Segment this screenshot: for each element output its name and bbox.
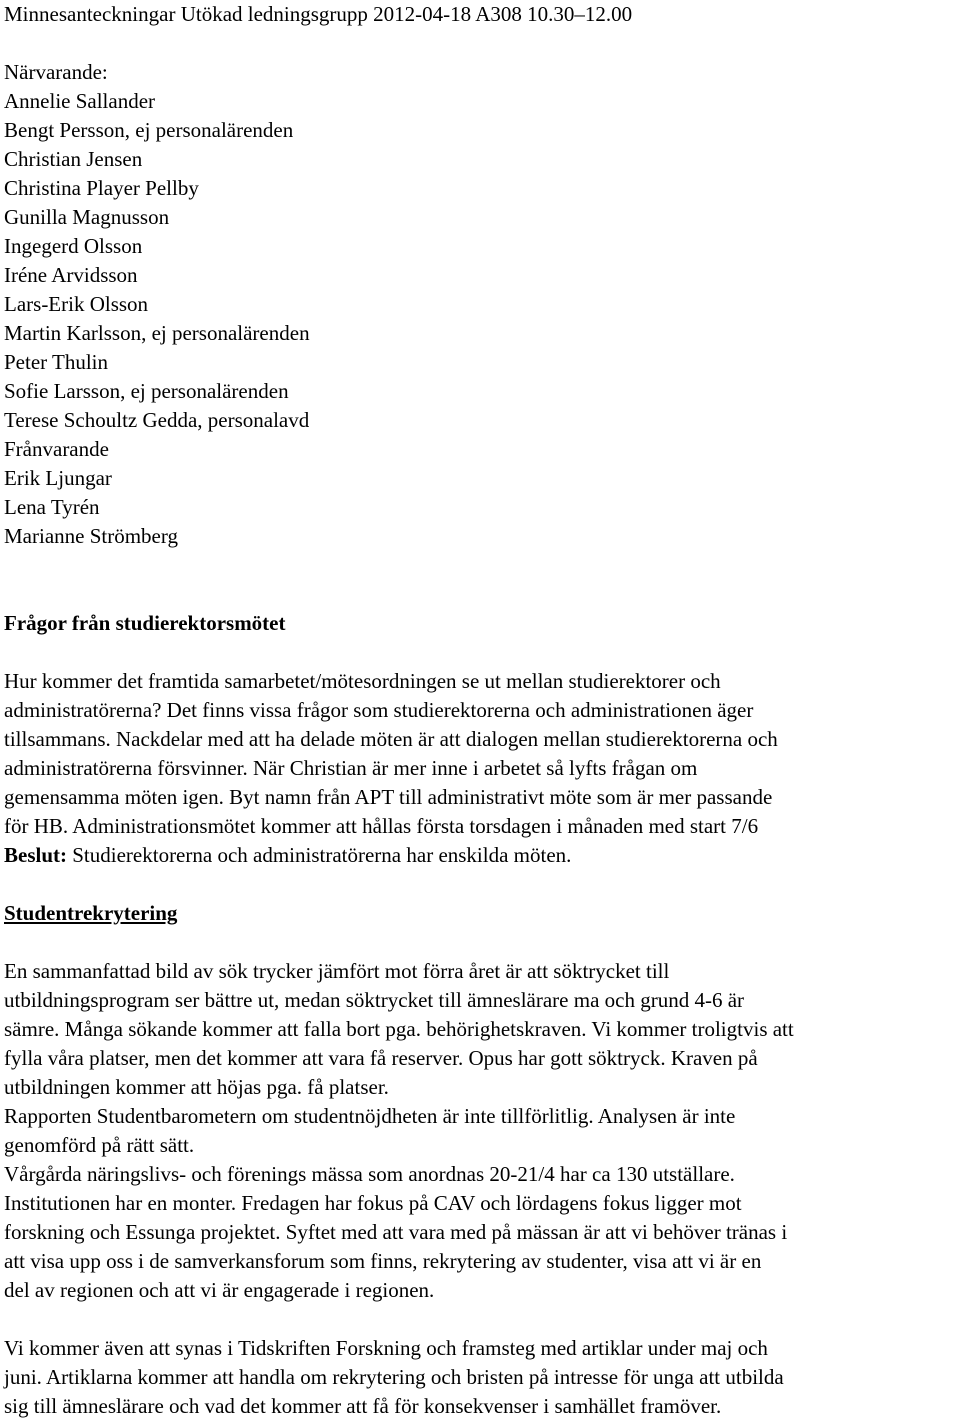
spacer xyxy=(4,638,956,667)
paragraph-line: tillsammans. Nackdelar med att ha delade möten är att dialogen mellan studierektorerna och xyxy=(4,727,778,751)
section-heading-studentrekrytering: Studentrekrytering xyxy=(4,901,178,925)
attendee-item: Christian Jensen xyxy=(4,147,143,171)
attendee-item: Lars-Erik Olsson xyxy=(4,292,149,316)
paragraph-line: forskning och Essunga projektet. Syftet med att vara med på mässan är att vi behöver tränas i xyxy=(4,1220,788,1244)
paragraph-line: för HB. Administrationsmötet kommer att hållas första torsdagen i månaden med start 7/6 xyxy=(4,814,759,838)
attendee-item: Bengt Persson, ej personalärenden xyxy=(4,118,294,142)
decision-line xyxy=(4,841,956,870)
attendee-item: Iréne Arvidsson xyxy=(4,263,138,287)
attendee-list xyxy=(4,87,956,435)
paragraph-line: Vi kommer även att synas i Tidskriften Forskning och framsteg med artiklar under maj och xyxy=(4,1336,768,1360)
absent-item: Marianne Strömberg xyxy=(4,524,178,548)
document-title: Minnesanteckningar Utökad ledningsgrupp 2012-04-18 A308 10.30–12.00 xyxy=(4,2,633,26)
paragraph-line: del av regionen och att vi är engagerade i regionen. xyxy=(4,1278,435,1302)
spacer xyxy=(4,928,956,957)
paragraph-line: utbildningsprogram ser bättre ut, medan söktrycket till ämneslärare ma och grund 4-6 är xyxy=(4,988,745,1012)
section-body-studentrekrytering xyxy=(4,957,956,1305)
spacer xyxy=(4,29,956,58)
paragraph-line: Vårgårda näringslivs- och förenings mässa som anordnas 20-21/4 har ca 130 utställare. xyxy=(4,1162,735,1186)
attendee-item: Christina Player Pellby xyxy=(4,176,199,200)
paragraph-line: utbildningen kommer att höjas pga. få platser. xyxy=(4,1075,389,1099)
attendee-item: Peter Thulin xyxy=(4,350,109,374)
attendee-item: Ingegerd Olsson xyxy=(4,234,143,258)
section-heading-studierektorsmotet: Frågor från studierektorsmötet xyxy=(4,611,286,635)
absent-label: Frånvarande xyxy=(4,437,109,461)
paragraph-line: sig till ämneslärare och vad det kommer att få för konsekvenser i samhället framöver. xyxy=(4,1394,722,1418)
paragraph-line: gemensamma möten igen. Byt namn från APT till administrativt möte som är mer passande xyxy=(4,785,773,809)
paragraph-line: Rapporten Studentbarometern om studentnöjdheten är inte tillförlitlig. Analysen är inte xyxy=(4,1104,736,1128)
attendee-item: Martin Karlsson, ej personalärenden xyxy=(4,321,310,345)
attendee-item: Terese Schoultz Gedda, personalavd xyxy=(4,408,310,432)
paragraph-line: sämre. Många sökande kommer att falla bort pga. behörighetskraven. Vi kommer troligtvis att xyxy=(4,1017,794,1041)
paragraph-line: administratörerna? Det finns vissa frågor som studierektorerna och administrationen äger xyxy=(4,698,754,722)
paragraph-line: fylla våra platser, men det kommer att vara få reserver. Opus har gott söktryck. Kraven på xyxy=(4,1046,758,1070)
spacer xyxy=(4,870,956,899)
attendees-label: Närvarande: xyxy=(4,60,108,84)
paragraph-line: administratörerna försvinner. När Christian är mer inne i arbetet så lyfts frågan om xyxy=(4,756,698,780)
absent-list xyxy=(4,464,956,551)
section-body-tidskriften xyxy=(4,1334,956,1421)
paragraph-line: Hur kommer det framtida samarbetet/mötesordningen se ut mellan studierektorer och xyxy=(4,669,721,693)
spacer xyxy=(4,1305,956,1334)
paragraph-line: Institutionen har en monter. Fredagen har fokus på CAV och lördagens fokus ligger mot xyxy=(4,1191,742,1215)
attendee-item: Sofie Larsson, ej personalärenden xyxy=(4,379,289,403)
decision-text: Studierektorerna och administratörerna har enskilda möten. xyxy=(67,843,572,867)
absent-item: Erik Ljungar xyxy=(4,466,112,490)
paragraph-line: En sammanfattad bild av sök trycker jämfört mot förra året är att söktrycket till xyxy=(4,959,670,983)
paragraph-line: juni. Artiklarna kommer att handla om rekrytering och bristen på intresse för unga att utbilda xyxy=(4,1365,784,1389)
paragraph-line: genomförd på rätt sätt. xyxy=(4,1133,195,1157)
section-body-studierektorsmotet xyxy=(4,667,956,870)
absent-item: Lena Tyrén xyxy=(4,495,100,519)
spacer xyxy=(4,551,956,609)
attendee-item: Annelie Sallander xyxy=(4,89,156,113)
paragraph-line: att visa upp oss i de samverkansforum som finns, rekrytering av studenter, visa att vi är en xyxy=(4,1249,762,1273)
attendee-item: Gunilla Magnusson xyxy=(4,205,170,229)
document-page xyxy=(4,0,956,1421)
decision-label: Beslut: xyxy=(4,843,67,867)
